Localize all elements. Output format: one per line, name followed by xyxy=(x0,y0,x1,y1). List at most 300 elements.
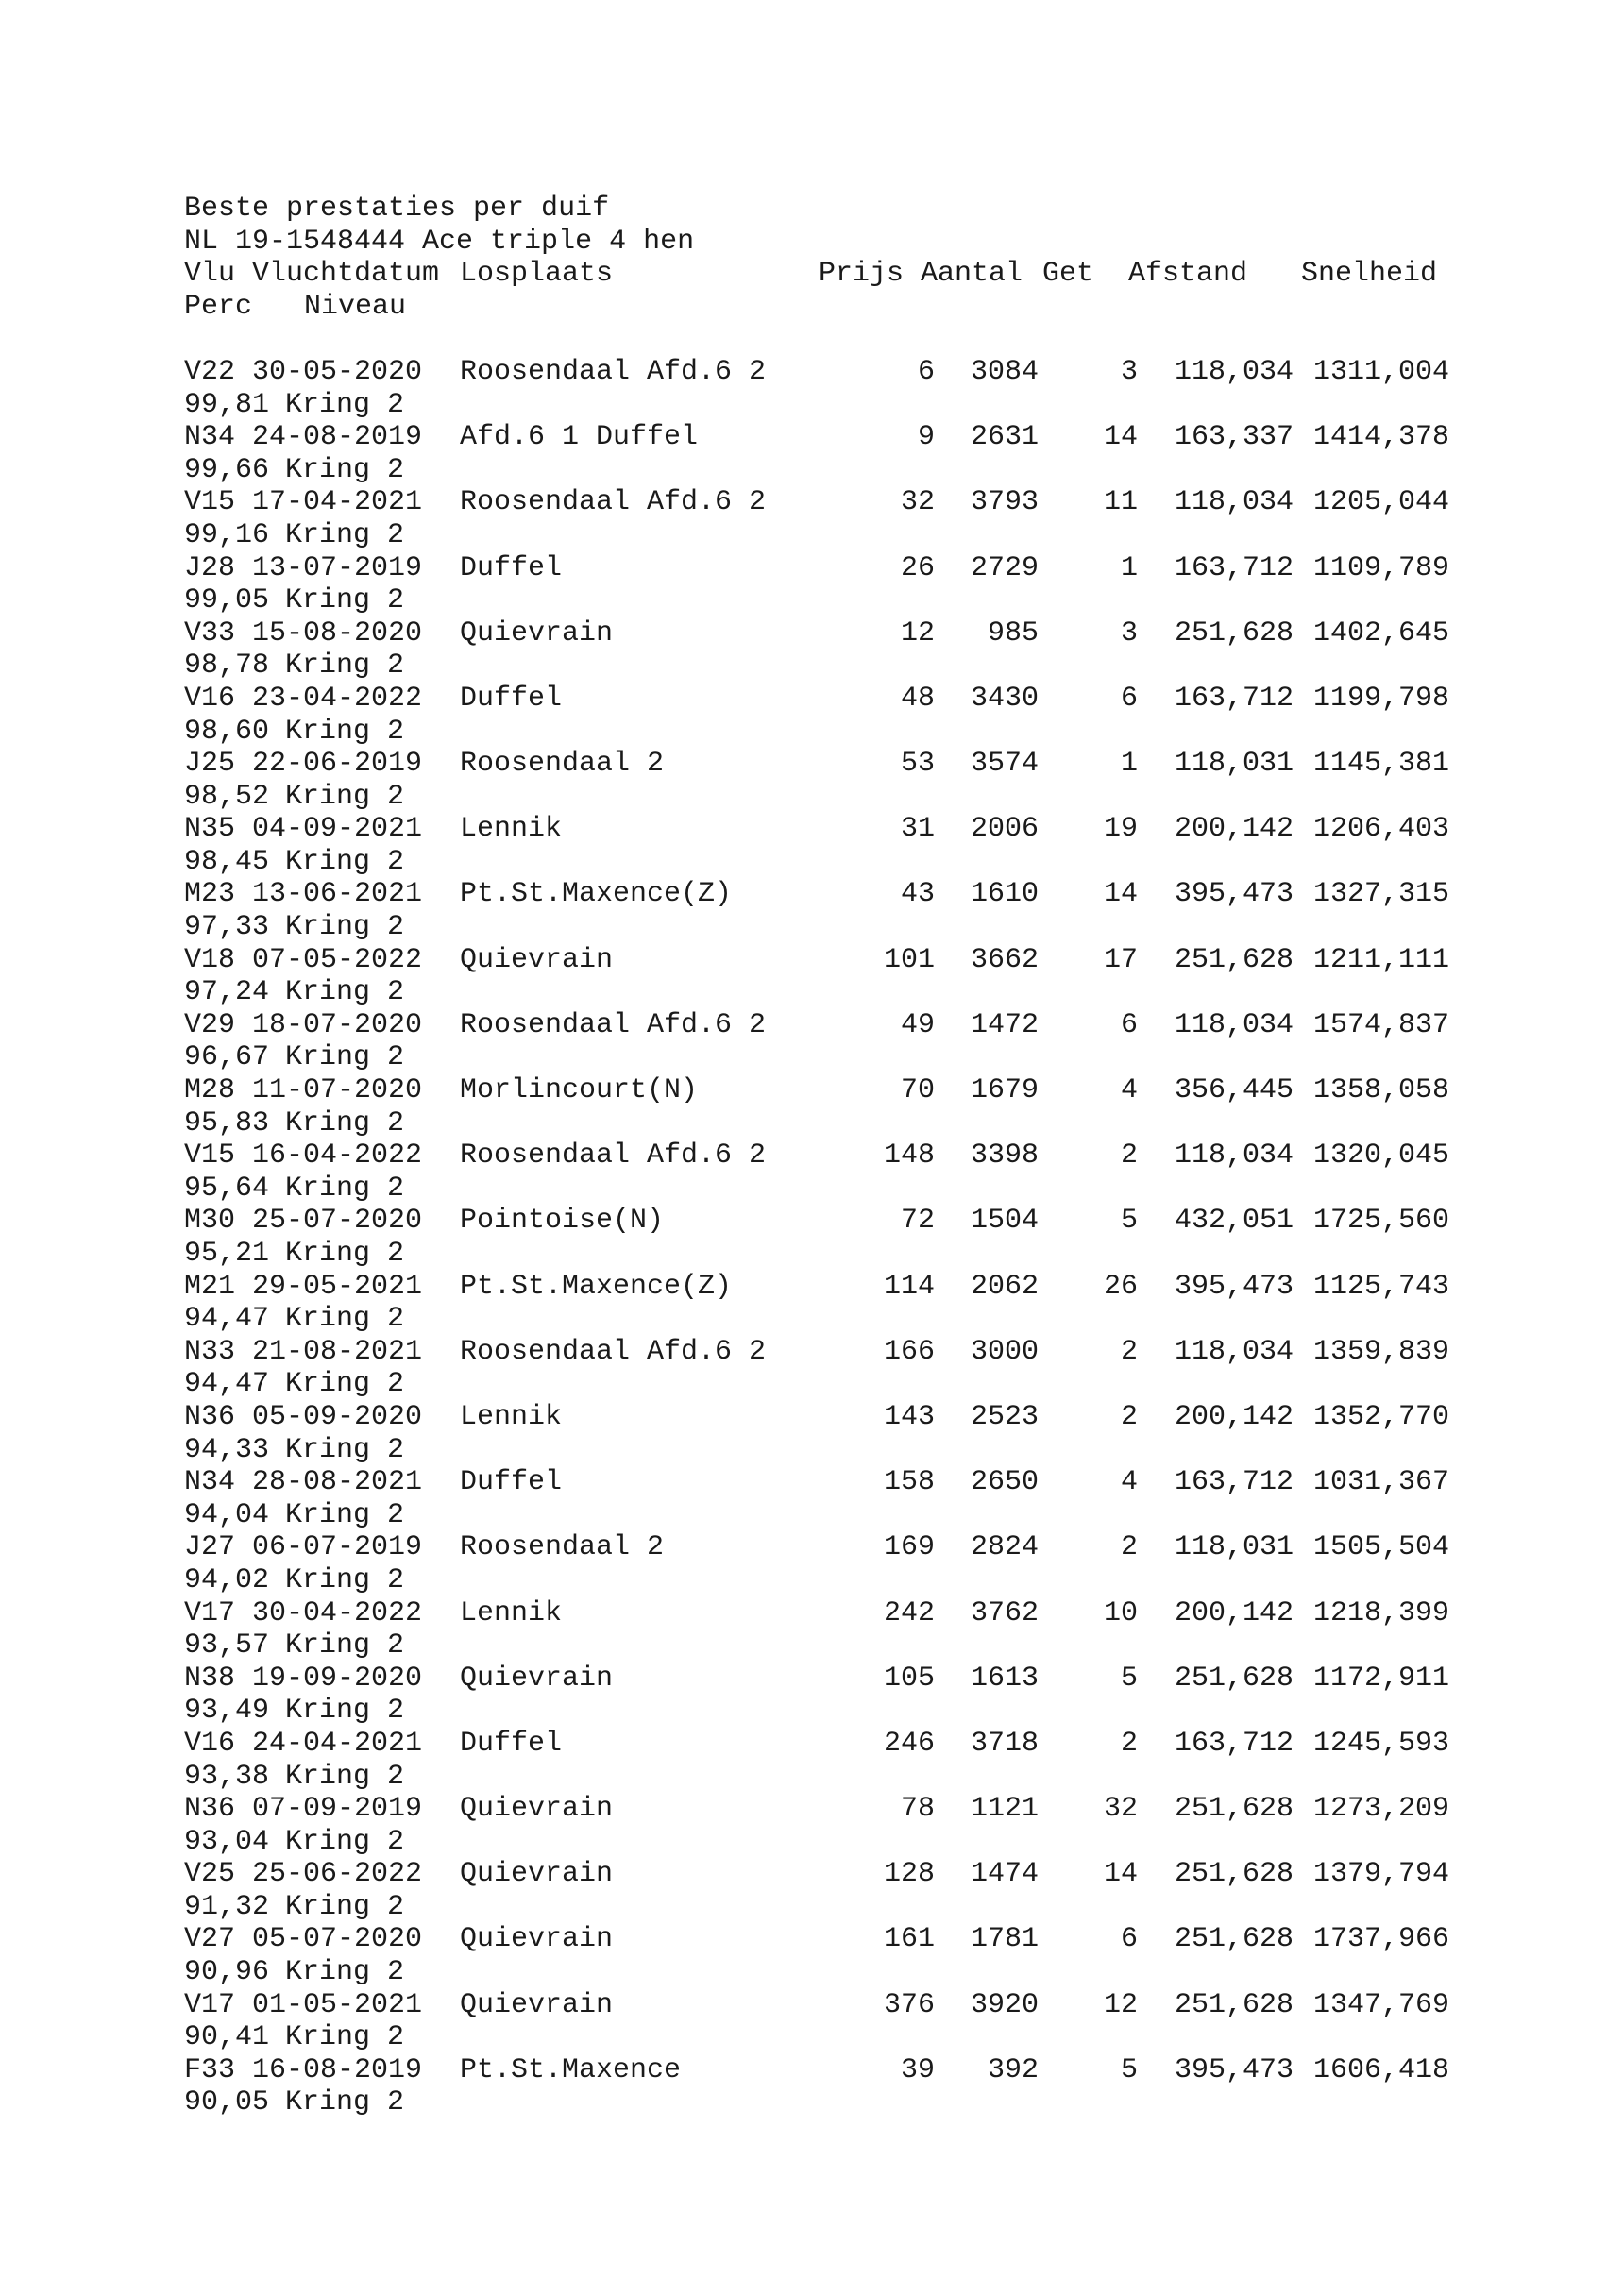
cell-vluchtdatum: 28-08-2021 xyxy=(252,1466,423,1499)
cell-perc: 94,04 xyxy=(184,1498,270,1531)
result-row-level xyxy=(184,911,1449,944)
cell-get: 3 xyxy=(1120,355,1138,388)
result-row-level xyxy=(184,389,1449,422)
cell-prijs: 12 xyxy=(900,616,935,650)
results-list xyxy=(184,356,1449,2119)
result-row xyxy=(184,552,1449,585)
cell-vlu: M23 xyxy=(184,878,236,911)
cell-perc: 99,05 xyxy=(184,584,270,617)
cell-losplaats: Duffel xyxy=(460,682,563,715)
cell-afstand: 432,051 xyxy=(1174,1205,1294,1238)
cell-losplaats: Morlincourt(N) xyxy=(460,1074,699,1107)
header-vluchtdatum: Vluchtdatum xyxy=(252,258,440,291)
header-niveau: Niveau xyxy=(304,290,407,323)
cell-losplaats: Pt.St.Maxence(Z) xyxy=(460,1270,733,1303)
cell-snelheid: 1206,403 xyxy=(1312,813,1449,846)
result-row xyxy=(184,421,1449,454)
cell-vluchtdatum: 25-07-2020 xyxy=(252,1205,423,1238)
cell-snelheid: 1347,769 xyxy=(1312,1988,1449,2021)
cell-afstand: 395,473 xyxy=(1174,2053,1294,2086)
cell-vlu: N34 xyxy=(184,1466,236,1499)
cell-vlu: V17 xyxy=(184,1988,236,2021)
cell-get: 26 xyxy=(1103,1270,1138,1303)
cell-prijs: 161 xyxy=(883,1923,935,1956)
cell-snelheid: 1311,004 xyxy=(1312,355,1449,388)
cell-afstand: 163,712 xyxy=(1174,682,1294,715)
cell-prijs: 166 xyxy=(883,1335,935,1368)
cell-vluchtdatum: 16-04-2022 xyxy=(252,1140,423,1173)
result-row-level xyxy=(184,716,1449,749)
cell-vlu: V17 xyxy=(184,1596,236,1629)
cell-afstand: 163,712 xyxy=(1174,551,1294,584)
cell-niveau: Kring 2 xyxy=(285,976,405,1009)
header-get: Get xyxy=(1042,258,1094,291)
cell-get: 2 xyxy=(1120,1400,1138,1433)
cell-afstand: 200,142 xyxy=(1174,813,1294,846)
cell-aantal: 1610 xyxy=(970,878,1039,911)
cell-vluchtdatum: 16-08-2019 xyxy=(252,2053,423,2086)
cell-get: 5 xyxy=(1120,1205,1138,1238)
cell-afstand: 251,628 xyxy=(1174,1793,1294,1826)
cell-snelheid: 1320,045 xyxy=(1312,1140,1449,1173)
cell-perc: 95,64 xyxy=(184,1172,270,1205)
cell-afstand: 200,142 xyxy=(1174,1400,1294,1433)
cell-snelheid: 1031,367 xyxy=(1312,1466,1449,1499)
result-row xyxy=(184,1401,1449,1434)
result-row xyxy=(184,1793,1449,1826)
cell-get: 2 xyxy=(1120,1531,1138,1564)
cell-vlu: V22 xyxy=(184,355,236,388)
result-row xyxy=(184,1336,1449,1369)
cell-losplaats: Quievrain xyxy=(460,616,614,650)
cell-afstand: 251,628 xyxy=(1174,1923,1294,1956)
cell-niveau: Kring 2 xyxy=(285,1368,405,1401)
result-row xyxy=(184,1009,1449,1042)
result-row xyxy=(184,1205,1449,1238)
result-row-level xyxy=(184,2086,1449,2119)
cell-vlu: V33 xyxy=(184,616,236,650)
cell-prijs: 246 xyxy=(883,1727,935,1760)
cell-afstand: 395,473 xyxy=(1174,1270,1294,1303)
cell-niveau: Kring 2 xyxy=(285,453,405,486)
header-vlu: Vlu xyxy=(184,258,236,291)
result-row-level xyxy=(184,976,1449,1009)
result-row xyxy=(184,1728,1449,1761)
cell-snelheid: 1172,911 xyxy=(1312,1662,1449,1695)
result-row-level xyxy=(184,650,1449,683)
cell-niveau: Kring 2 xyxy=(285,1695,405,1728)
cell-prijs: 31 xyxy=(900,813,935,846)
cell-niveau: Kring 2 xyxy=(285,650,405,683)
cell-prijs: 72 xyxy=(900,1205,935,1238)
cell-vluchtdatum: 13-07-2019 xyxy=(252,551,423,584)
cell-perc: 99,66 xyxy=(184,453,270,486)
result-row-level xyxy=(184,584,1449,617)
cell-aantal: 3430 xyxy=(970,682,1039,715)
cell-snelheid: 1245,593 xyxy=(1312,1727,1449,1760)
result-row xyxy=(184,683,1449,716)
cell-vluchtdatum: 17-04-2021 xyxy=(252,486,423,519)
cell-perc: 90,96 xyxy=(184,1956,270,1989)
cell-vluchtdatum: 04-09-2021 xyxy=(252,813,423,846)
cell-snelheid: 1327,315 xyxy=(1312,878,1449,911)
cell-niveau: Kring 2 xyxy=(285,1106,405,1140)
cell-aantal: 1121 xyxy=(970,1793,1039,1826)
cell-vlu: N36 xyxy=(184,1793,236,1826)
cell-aantal: 2523 xyxy=(970,1400,1039,1433)
cell-niveau: Kring 2 xyxy=(285,1041,405,1074)
cell-get: 5 xyxy=(1120,2053,1138,2086)
cell-vlu: M21 xyxy=(184,1270,236,1303)
cell-aantal: 1679 xyxy=(970,1074,1039,1107)
cell-prijs: 128 xyxy=(883,1858,935,1891)
cell-losplaats: Duffel xyxy=(460,1727,563,1760)
cell-losplaats: Quievrain xyxy=(460,1858,614,1891)
cell-afstand: 118,034 xyxy=(1174,486,1294,519)
cell-snelheid: 1574,837 xyxy=(1312,1008,1449,1041)
cell-niveau: Kring 2 xyxy=(285,388,405,421)
cell-losplaats: Duffel xyxy=(460,1466,563,1499)
cell-snelheid: 1352,770 xyxy=(1312,1400,1449,1433)
cell-losplaats: Roosendaal Afd.6 2 xyxy=(460,1008,767,1041)
cell-prijs: 26 xyxy=(900,551,935,584)
cell-aantal: 1613 xyxy=(970,1662,1039,1695)
cell-vlu: J28 xyxy=(184,551,236,584)
cell-prijs: 6 xyxy=(917,355,935,388)
pigeon-id: NL 19-1548444 Ace triple 4 hen xyxy=(184,225,695,258)
header-prijs: Prijs xyxy=(819,258,905,291)
cell-perc: 94,33 xyxy=(184,1433,270,1466)
cell-get: 1 xyxy=(1120,748,1138,781)
cell-aantal: 3084 xyxy=(970,355,1039,388)
cell-prijs: 376 xyxy=(883,1988,935,2021)
cell-perc: 94,02 xyxy=(184,1563,270,1596)
cell-perc: 94,47 xyxy=(184,1303,270,1336)
cell-vluchtdatum: 21-08-2021 xyxy=(252,1335,423,1368)
result-row xyxy=(184,1663,1449,1696)
cell-niveau: Kring 2 xyxy=(285,1498,405,1531)
cell-perc: 94,47 xyxy=(184,1368,270,1401)
cell-vluchtdatum: 29-05-2021 xyxy=(252,1270,423,1303)
cell-niveau: Kring 2 xyxy=(285,584,405,617)
cell-vlu: V29 xyxy=(184,1008,236,1041)
cell-snelheid: 1205,044 xyxy=(1312,486,1449,519)
cell-losplaats: Quievrain xyxy=(460,1793,614,1826)
report-title: Beste prestaties per duif xyxy=(184,193,610,225)
cell-prijs: 78 xyxy=(900,1793,935,1826)
cell-niveau: Kring 2 xyxy=(285,1629,405,1663)
result-row xyxy=(184,813,1449,846)
cell-aantal: 1472 xyxy=(970,1008,1039,1041)
result-row-level xyxy=(184,519,1449,552)
result-row xyxy=(184,1923,1449,1956)
cell-perc: 97,24 xyxy=(184,976,270,1009)
cell-perc: 90,05 xyxy=(184,2086,270,2119)
result-row xyxy=(184,486,1449,519)
cell-aantal: 3662 xyxy=(970,943,1039,976)
cell-aantal: 3793 xyxy=(970,486,1039,519)
cell-snelheid: 1109,789 xyxy=(1312,551,1449,584)
cell-vluchtdatum: 24-04-2021 xyxy=(252,1727,423,1760)
cell-get: 6 xyxy=(1120,1923,1138,1956)
result-row-level xyxy=(184,1107,1449,1140)
cell-get: 1 xyxy=(1120,551,1138,584)
result-row xyxy=(184,1466,1449,1499)
result-row-level xyxy=(184,1826,1449,1859)
cell-niveau: Kring 2 xyxy=(285,1760,405,1793)
cell-afstand: 163,337 xyxy=(1174,421,1294,454)
cell-vlu: N33 xyxy=(184,1335,236,1368)
cell-aantal: 3920 xyxy=(970,1988,1039,2021)
cell-aantal: 2062 xyxy=(970,1270,1039,1303)
cell-niveau: Kring 2 xyxy=(285,715,405,748)
cell-aantal: 1781 xyxy=(970,1923,1039,1956)
cell-perc: 97,33 xyxy=(184,911,270,944)
cell-vlu: V16 xyxy=(184,682,236,715)
cell-get: 6 xyxy=(1120,682,1138,715)
result-row-level xyxy=(184,781,1449,814)
result-row xyxy=(184,1074,1449,1107)
cell-losplaats: Lennik xyxy=(460,813,563,846)
report-sheet xyxy=(184,193,1449,2119)
cell-snelheid: 1273,209 xyxy=(1312,1793,1449,1826)
cell-perc: 96,67 xyxy=(184,1041,270,1074)
cell-snelheid: 1379,794 xyxy=(1312,1858,1449,1891)
cell-snelheid: 1505,504 xyxy=(1312,1531,1449,1564)
cell-perc: 98,45 xyxy=(184,845,270,878)
result-row-level xyxy=(184,2021,1449,2054)
result-row xyxy=(184,356,1449,389)
cell-aantal: 3000 xyxy=(970,1335,1039,1368)
cell-afstand: 251,628 xyxy=(1174,1662,1294,1695)
cell-niveau: Kring 2 xyxy=(285,1238,405,1270)
cell-get: 17 xyxy=(1103,943,1138,976)
result-row xyxy=(184,1989,1449,2022)
cell-losplaats: Quievrain xyxy=(460,1923,614,1956)
cell-losplaats: Pt.St.Maxence xyxy=(460,2053,682,2086)
cell-get: 6 xyxy=(1120,1008,1138,1041)
cell-prijs: 242 xyxy=(883,1596,935,1629)
cell-losplaats: Pointoise(N) xyxy=(460,1205,665,1238)
cell-perc: 93,38 xyxy=(184,1760,270,1793)
cell-prijs: 101 xyxy=(883,943,935,976)
cell-vlu: N35 xyxy=(184,813,236,846)
cell-vluchtdatum: 07-05-2022 xyxy=(252,943,423,976)
cell-perc: 90,41 xyxy=(184,2021,270,2054)
cell-aantal: 3762 xyxy=(970,1596,1039,1629)
result-row-level xyxy=(184,1368,1449,1401)
cell-vlu: N38 xyxy=(184,1662,236,1695)
cell-snelheid: 1218,399 xyxy=(1312,1596,1449,1629)
cell-vluchtdatum: 05-09-2020 xyxy=(252,1400,423,1433)
cell-get: 5 xyxy=(1120,1662,1138,1695)
cell-losplaats: Afd.6 1 Duffel xyxy=(460,421,699,454)
cell-vluchtdatum: 18-07-2020 xyxy=(252,1008,423,1041)
result-row-level xyxy=(184,1695,1449,1728)
cell-afstand: 118,031 xyxy=(1174,1531,1294,1564)
cell-get: 2 xyxy=(1120,1140,1138,1173)
cell-get: 4 xyxy=(1120,1466,1138,1499)
cell-snelheid: 1414,378 xyxy=(1312,421,1449,454)
cell-losplaats: Lennik xyxy=(460,1400,563,1433)
cell-afstand: 118,031 xyxy=(1174,748,1294,781)
cell-aantal: 3718 xyxy=(970,1727,1039,1760)
cell-snelheid: 1211,111 xyxy=(1312,943,1449,976)
cell-perc: 93,04 xyxy=(184,1825,270,1858)
cell-perc: 99,81 xyxy=(184,388,270,421)
cell-vlu: V27 xyxy=(184,1923,236,1956)
cell-snelheid: 1725,560 xyxy=(1312,1205,1449,1238)
cell-niveau: Kring 2 xyxy=(285,2086,405,2119)
result-row-level xyxy=(184,1173,1449,1206)
cell-prijs: 169 xyxy=(883,1531,935,1564)
cell-afstand: 251,628 xyxy=(1174,1858,1294,1891)
cell-vluchtdatum: 22-06-2019 xyxy=(252,748,423,781)
cell-aantal: 3574 xyxy=(970,748,1039,781)
cell-get: 3 xyxy=(1120,616,1138,650)
cell-snelheid: 1402,645 xyxy=(1312,616,1449,650)
cell-get: 14 xyxy=(1103,878,1138,911)
cell-get: 14 xyxy=(1103,421,1138,454)
cell-aantal: 3398 xyxy=(970,1140,1039,1173)
result-row xyxy=(184,1531,1449,1564)
cell-afstand: 118,034 xyxy=(1174,355,1294,388)
result-row xyxy=(184,944,1449,977)
cell-vlu: N34 xyxy=(184,421,236,454)
result-row-level xyxy=(184,1303,1449,1336)
result-row-level xyxy=(184,1041,1449,1074)
cell-snelheid: 1145,381 xyxy=(1312,748,1449,781)
spacer xyxy=(184,323,1449,356)
cell-snelheid: 1125,743 xyxy=(1312,1270,1449,1303)
cell-get: 10 xyxy=(1103,1596,1138,1629)
cell-vluchtdatum: 06-07-2019 xyxy=(252,1531,423,1564)
cell-prijs: 53 xyxy=(900,748,935,781)
result-row xyxy=(184,2054,1449,2087)
cell-losplaats: Roosendaal 2 xyxy=(460,1531,665,1564)
cell-vlu: V16 xyxy=(184,1727,236,1760)
cell-vluchtdatum: 24-08-2019 xyxy=(252,421,423,454)
cell-prijs: 148 xyxy=(883,1140,935,1173)
cell-afstand: 118,034 xyxy=(1174,1140,1294,1173)
cell-aantal: 1504 xyxy=(970,1205,1039,1238)
cell-losplaats: Duffel xyxy=(460,551,563,584)
cell-aantal: 2729 xyxy=(970,551,1039,584)
header-afstand: Afstand xyxy=(1128,258,1248,291)
cell-afstand: 251,628 xyxy=(1174,616,1294,650)
header-aantal: Aantal xyxy=(921,258,1023,291)
cell-vlu: J27 xyxy=(184,1531,236,1564)
cell-aantal: 392 xyxy=(987,2053,1039,2086)
cell-vluchtdatum: 01-05-2021 xyxy=(252,1988,423,2021)
cell-losplaats: Roosendaal Afd.6 2 xyxy=(460,486,767,519)
result-row-level xyxy=(184,1956,1449,1989)
cell-vlu: N36 xyxy=(184,1400,236,1433)
cell-perc: 98,52 xyxy=(184,780,270,813)
cell-vluchtdatum: 19-09-2020 xyxy=(252,1662,423,1695)
cell-vluchtdatum: 13-06-2021 xyxy=(252,878,423,911)
cell-perc: 91,32 xyxy=(184,1890,270,1923)
cell-get: 19 xyxy=(1103,813,1138,846)
result-row-level xyxy=(184,846,1449,879)
cell-vlu: V25 xyxy=(184,1858,236,1891)
cell-snelheid: 1606,418 xyxy=(1312,2053,1449,2086)
result-row-level xyxy=(184,1891,1449,1924)
cell-get: 14 xyxy=(1103,1858,1138,1891)
cell-get: 4 xyxy=(1120,1074,1138,1107)
cell-losplaats: Quievrain xyxy=(460,1988,614,2021)
result-row-level xyxy=(184,1564,1449,1597)
cell-perc: 98,78 xyxy=(184,650,270,683)
header-snelheid: Snelheid xyxy=(1301,258,1438,291)
cell-aantal: 2631 xyxy=(970,421,1039,454)
cell-prijs: 70 xyxy=(900,1074,935,1107)
cell-get: 11 xyxy=(1103,486,1138,519)
cell-snelheid: 1359,839 xyxy=(1312,1335,1449,1368)
result-row-level xyxy=(184,454,1449,487)
result-row-level xyxy=(184,1238,1449,1271)
cell-aantal: 985 xyxy=(987,616,1039,650)
cell-vluchtdatum: 30-04-2022 xyxy=(252,1596,423,1629)
cell-afstand: 200,142 xyxy=(1174,1596,1294,1629)
cell-prijs: 48 xyxy=(900,682,935,715)
cell-niveau: Kring 2 xyxy=(285,1172,405,1205)
cell-get: 32 xyxy=(1103,1793,1138,1826)
cell-perc: 93,49 xyxy=(184,1695,270,1728)
cell-niveau: Kring 2 xyxy=(285,911,405,944)
cell-perc: 93,57 xyxy=(184,1629,270,1663)
cell-prijs: 32 xyxy=(900,486,935,519)
cell-snelheid: 1358,058 xyxy=(1312,1074,1449,1107)
cell-afstand: 251,628 xyxy=(1174,1988,1294,2021)
cell-vlu: J25 xyxy=(184,748,236,781)
cell-afstand: 395,473 xyxy=(1174,878,1294,911)
result-row xyxy=(184,748,1449,781)
cell-afstand: 163,712 xyxy=(1174,1727,1294,1760)
cell-losplaats: Roosendaal 2 xyxy=(460,748,665,781)
cell-losplaats: Quievrain xyxy=(460,943,614,976)
cell-losplaats: Roosendaal Afd.6 2 xyxy=(460,1335,767,1368)
result-row xyxy=(184,878,1449,911)
cell-vluchtdatum: 30-05-2020 xyxy=(252,355,423,388)
cell-get: 2 xyxy=(1120,1727,1138,1760)
result-row-level xyxy=(184,1629,1449,1663)
cell-prijs: 39 xyxy=(900,2053,935,2086)
cell-niveau: Kring 2 xyxy=(285,1563,405,1596)
cell-vluchtdatum: 05-07-2020 xyxy=(252,1923,423,1956)
cell-afstand: 251,628 xyxy=(1174,943,1294,976)
cell-losplaats: Quievrain xyxy=(460,1662,614,1695)
cell-aantal: 2650 xyxy=(970,1466,1039,1499)
result-row xyxy=(184,1597,1449,1630)
result-row-level xyxy=(184,1761,1449,1794)
cell-snelheid: 1737,966 xyxy=(1312,1923,1449,1956)
cell-perc: 95,21 xyxy=(184,1238,270,1270)
cell-aantal: 2006 xyxy=(970,813,1039,846)
cell-prijs: 105 xyxy=(883,1662,935,1695)
cell-vlu: M30 xyxy=(184,1205,236,1238)
cell-losplaats: Roosendaal Afd.6 2 xyxy=(460,355,767,388)
cell-get: 2 xyxy=(1120,1335,1138,1368)
cell-prijs: 9 xyxy=(917,421,935,454)
header-losplaats: Losplaats xyxy=(460,258,614,291)
cell-get: 12 xyxy=(1103,1988,1138,2021)
result-row xyxy=(184,1858,1449,1891)
cell-vluchtdatum: 15-08-2020 xyxy=(252,616,423,650)
cell-aantal: 2824 xyxy=(970,1531,1039,1564)
cell-niveau: Kring 2 xyxy=(285,1433,405,1466)
cell-niveau: Kring 2 xyxy=(285,1825,405,1858)
